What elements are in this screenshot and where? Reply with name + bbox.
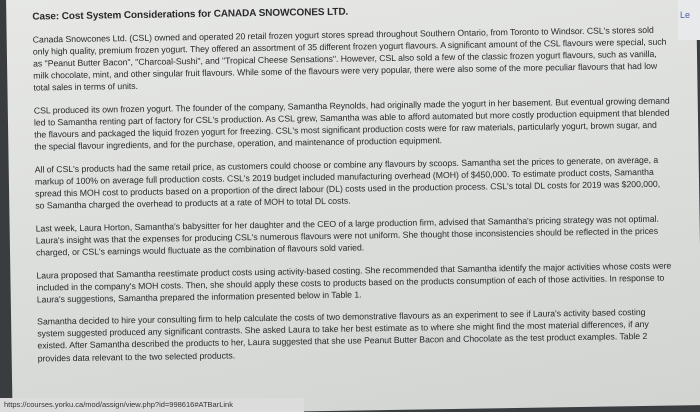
paragraph-consulting: Samantha decided to hire your consulting firm to help calculate the costs of two demonstrative flavours as an experiment to see if Laura's activity based costing system suggested produced any significant contrasts. She asked Laura to take her best estimate as to where she might find the most material differences, if any existed. After Samantha described the products to her, Laura suggested that she use Peanut Butter Bacon and Chocolate as the test product examples. Table 2 provides data relevant to the two selected products. xyxy=(37,307,649,364)
paragraph-production: CSL produced its own frozen yogurt. The founder of the company, Samantha Reynolds, had originally made the yogurt in her basement. But eventual growing demand led to Samantha renting part of factory for CSL's production. As CSL grew, Samantha was able to afford automated but more costly production equipment that blended the flavours and packaged the liquid frozen yogurt for freezing. CSL's most significant production costs were for raw materials, particularly yogurt, brown sugar, and the special flavour ingredients, and for the purchase, operation, and maintenance of production equipment. xyxy=(33,95,670,152)
paragraph-pricing: All of CSL's products had the same retail price, as customers could choose or combine any flavours by scoops. Samantha set the prices to generate, on average, a markup of 100% on average full production costs. CSL's 2019 budget included manufacturing overhead (MOH) of $450,000. To estimate product costs, Samantha spread this MOH cost to products based on a proportion of the direct labour (DL) costs used in the production process. CSL's total DL costs for 2019 was $200,000, so Samantha charged the overhead to products at a rate of MOH to total DL costs. xyxy=(34,154,661,211)
adjacent-window-text: Le xyxy=(680,10,691,20)
paragraph-abc-proposal: Laura proposed that Samantha reestimate product costs using activity-based costing. She recommended that Samantha identify the major activities whose costs were included in the company's MOH costs. Then, she should apply these costs to products based on the products consumption of each of those activities. In response to Laura's suggestions, Samantha prepared the information presented below in Table 1. xyxy=(36,260,672,305)
case-text xyxy=(32,2,674,375)
status-bar-url[interactable]: https://courses.yorku.ca/mod/assign/view.php?id=998616#ATBarLink xyxy=(0,398,304,412)
paragraph-company-overview: Canada Snowcones Ltd. (CSL) owned and operated 20 retail frozen yogurt stores spread throughout Southern Ontario, from Toronto to Windsor. CSL's stores sold only high quality, premium frozen yogurt. They offered an assortment of 35 different frozen yogurt flavours. A significant amount of the CSL flavours were special, such as "Peanut Butter Bacon", "Charcoal-Sushi", and "Tropical Cheese Sensations". However, CSL also sold a few of the classic frozen yogurt flavours, such as vanilla, milk chocolate, mint, and other singular fruit flavours. While some of the flavours were very popular, there were also some of the more peculiar flavours that had low total sales in terms of units. xyxy=(32,24,667,93)
document-page xyxy=(6,0,700,412)
adjacent-window-edge xyxy=(678,0,700,40)
paragraph-laura-advice: Last week, Laura Horton, Samantha's babysitter for her daughter and the CEO of a large production firm, advised that Samantha's pricing strategy was not optimal. Laura's insight was that the expenses for producing CSL's numerous flavours were not uniform. She thought those inconsistencies should be reflected in the prices charged, or CSL's earnings would fluctuate as the combination of flavours sold varied. xyxy=(35,213,659,258)
document-title: Case: Cost System Considerations for CANADA SNOWCONES LTD. xyxy=(32,6,349,23)
